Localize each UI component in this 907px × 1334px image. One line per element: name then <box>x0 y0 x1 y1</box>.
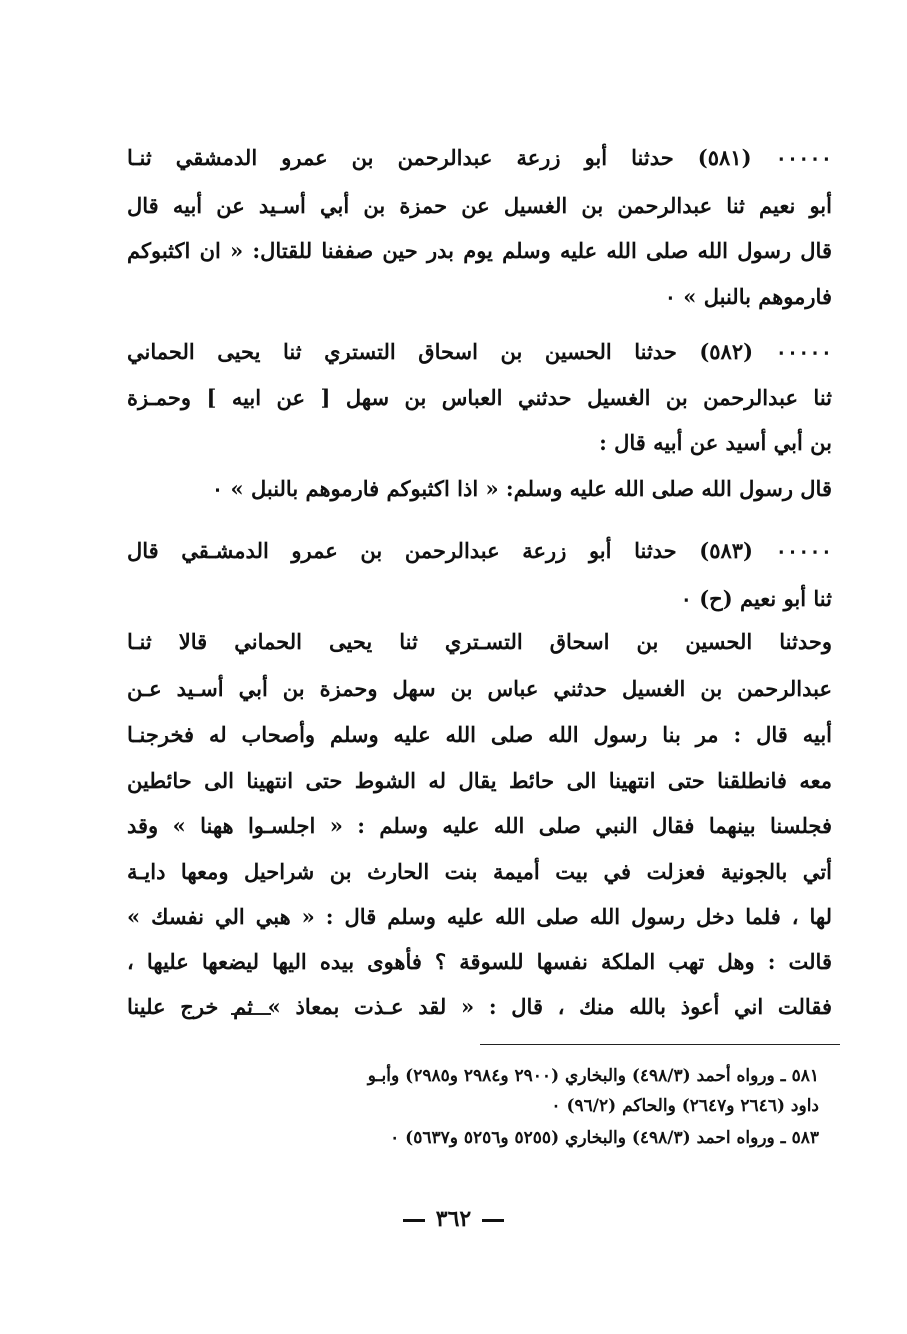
hadith-583-line-9: لها ، فلما دخل رسول الله صلى الله عليه وسلم قال : « هبي الي نفسك » <box>127 904 832 929</box>
footnote-separator <box>480 1044 840 1045</box>
hadith-582-line-1: ٠٠٠٠٠ (٥٨٢) حدثنا الحسين بن اسحاق التستري ثنا يحيى الحماني <box>127 339 832 364</box>
hadith-583-line-4: عبدالرحمن بن الغسيل حدثني عباس بن سهل وحمزة بن أبي أسـيد عـن <box>127 676 832 701</box>
hadith-581-line-1: ٠٠٠٠٠ (٥٨١) حدثنا أبو زرعة عبدالرحمن بن عمرو الدمشقي ثنـا <box>127 145 832 170</box>
hadith-583-line-2: ثنا أبو نعيم (ح) ٠ <box>680 586 832 611</box>
hadith-582-line-4: قال رسول الله صلى الله عليه وسلم: « اذا اكثبوكم فارموهم بالنبل » ٠ <box>211 476 832 501</box>
page-number-dash-right <box>482 1219 504 1222</box>
footnote-583: ٥٨٣ ـ ورواه احمد (٤٩٨/٣) والبخاري (٥٢٥٥ و٥٢٥٦ و٥٦٣٧) ٠ <box>390 1128 819 1148</box>
hadith-583-line-7: فجلسنا بينهما فقال النبي صلى الله عليه وسلم : « اجلسـوا ههنا » وقد <box>127 813 832 838</box>
hadith-583-line-10: قالت : وهل تهب الملكة نفسها للسوقة ؟ فأهوى بيده اليها ليضعها عليها ، <box>127 949 832 974</box>
footnote-581-line-1: ٥٨١ ـ ورواه أحمد (٤٩٨/٣) والبخاري (٢٩٠٠ و٢٩٨٤ و٢٩٨٥) وأبـو <box>367 1066 819 1086</box>
hadith-583-line-6: معه فانطلقنا حتى انتهينا الى حائط يقال له الشوط حتى انتهينا الى حائطين <box>127 768 832 793</box>
underline-mark <box>231 1013 271 1015</box>
hadith-583-line-3: وحدثنا الحسين بن اسحاق التسـتري ثنا يحيى الحماني قالا ثنـا <box>127 629 832 654</box>
page-number-container <box>0 1206 907 1232</box>
page-number: ٣٦٢ <box>435 1206 472 1232</box>
hadith-583-line-11: فقالت اني أعوذ بالله منك ، قال : « لقد عـذت بمعاذ » ثم خرج علينا <box>127 994 832 1019</box>
footnote-581-line-2: داود (٢٦٤٦ و٢٦٤٧) والحاكم (٩٦/٢) ٠ <box>551 1096 819 1116</box>
hadith-583-line-5: أبيه قال : مر بنا رسول الله صلى الله عليه وسلم وأصحاب له فخرجنـا <box>127 722 832 747</box>
hadith-581-line-4: فارموهم بالنبل » ٠ <box>664 284 832 309</box>
page-number-dash-left <box>403 1219 425 1222</box>
hadith-583-line-8: أتي بالجونية فعزلت في بيت أميمة بنت الحارث بن شراحيل ومعها دايـة <box>127 859 832 884</box>
hadith-582-line-3: بن أبي أسيد عن أبيه قال : <box>599 430 832 455</box>
hadith-582-line-2: ثنا عبدالرحمن بن الغسيل حدثني العباس بن سهل [ عن ابيه ] وحمـزة <box>127 385 832 410</box>
hadith-581-line-2: أبو نعيم ثنا عبدالرحمن بن الغسيل عن حمزة بن أبي أسـيد عن أبيه قال <box>127 193 832 218</box>
hadith-581-line-3: قال رسول الله صلى الله عليه وسلم يوم بدر حين صففنا للقتال: « ان اكثبوكم <box>127 238 832 263</box>
hadith-583-line-1: ٠٠٠٠٠ (٥٨٣) حدثنا أبو زرعة عبدالرحمن بن عمرو الدمشـقي قال <box>127 538 832 563</box>
